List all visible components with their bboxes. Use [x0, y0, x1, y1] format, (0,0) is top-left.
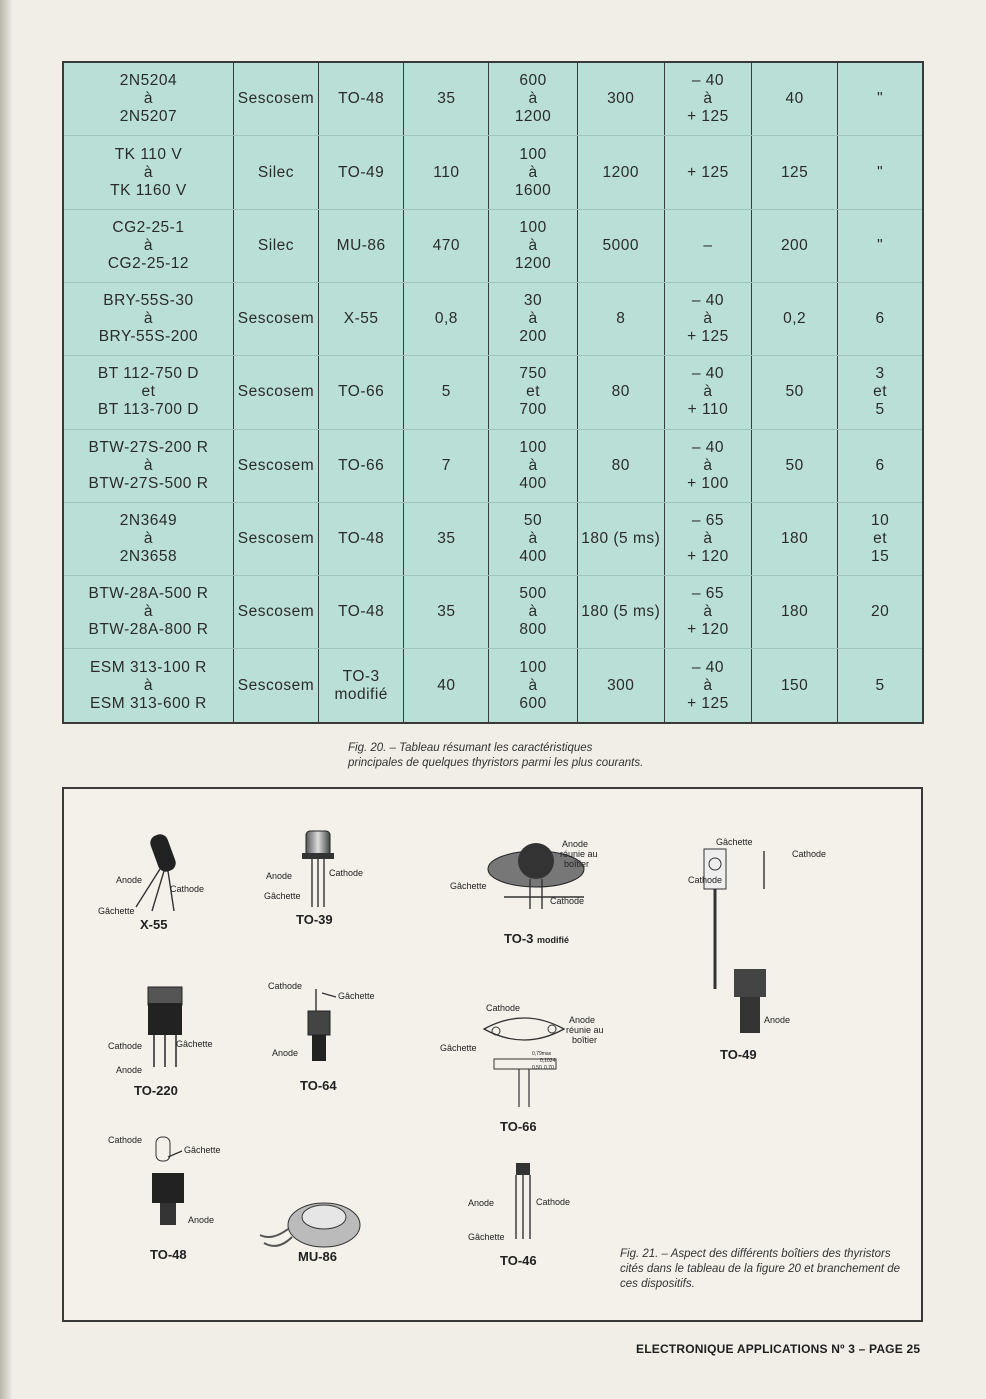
cell-vdrm: 600 à 1200 — [489, 62, 577, 136]
to39-anode-label: Anode — [266, 871, 293, 881]
cell-it: 35 — [404, 502, 489, 575]
cell-case: TO-66 — [319, 356, 404, 429]
cell-maker: Silec — [233, 209, 318, 282]
to66-dim-1: 0,79max — [532, 1051, 552, 1057]
cell-igt: 150 — [752, 649, 838, 723]
to3-anode-label-2: réunie au — [560, 849, 598, 859]
cell-it: 470 — [404, 209, 489, 282]
cell-itsm: 300 — [577, 649, 664, 723]
x55-anode-label: Anode — [116, 875, 143, 885]
cell-type: 2N3649 à 2N3658 — [63, 502, 233, 575]
cell-temp: – 40 à + 125 — [664, 283, 751, 356]
cell-temp: – 40 à + 110 — [664, 356, 751, 429]
cell-igt: 200 — [752, 209, 838, 282]
svg-text:TO-3 modifié — [504, 931, 569, 946]
package-mu86 — [260, 1203, 360, 1264]
cell-temp: – 40 à + 125 — [664, 649, 751, 723]
to66-cathode-label: Cathode — [486, 1003, 521, 1013]
cell-it: 5 — [404, 356, 489, 429]
to64-anode-label: Anode — [272, 1048, 299, 1058]
table-row — [63, 429, 923, 502]
x55-gate-label: Gâchette — [98, 906, 135, 916]
cell-tq: " — [838, 136, 923, 209]
table-row — [63, 576, 923, 649]
to66-title: TO-66 — [500, 1119, 537, 1134]
to49-gate-label: Gâchette — [716, 837, 753, 847]
to3-cathode-label: Cathode — [550, 896, 585, 906]
to64-gate-label: Gâchette — [338, 991, 375, 1001]
x55-title: X-55 — [140, 917, 168, 932]
cell-vdrm: 100 à 400 — [489, 429, 577, 502]
fig21-package-drawings — [62, 787, 923, 1322]
page-footer: ELECTRONIQUE APPLICATIONS Nº 3 – PAGE 25 — [636, 1342, 921, 1356]
cell-temp: – 65 à + 120 — [664, 576, 751, 649]
cell-itsm: 80 — [577, 429, 664, 502]
to46-anode-label: Anode — [468, 1198, 495, 1208]
cell-igt: 40 — [752, 62, 838, 136]
page-binding-shadow — [0, 0, 12, 1399]
to39-gate-label: Gâchette — [264, 891, 301, 901]
cell-it: 110 — [404, 136, 489, 209]
cell-itsm: 1200 — [577, 136, 664, 209]
to49-anode-label: Anode — [764, 1015, 791, 1025]
cell-type: TK 110 V à TK 1160 V — [63, 136, 233, 209]
to220-anode-label: Anode — [116, 1065, 143, 1075]
cell-itsm: 180 (5 ms) — [577, 576, 664, 649]
cell-maker: Sescosem — [233, 649, 318, 723]
cell-type: CG2-25-1 à CG2-25-12 — [63, 209, 233, 282]
package-to48 — [108, 1135, 221, 1262]
cell-case: TO-48 — [319, 502, 404, 575]
cell-type: BT 112-750 D et BT 113-700 D — [63, 356, 233, 429]
cell-case: TO-66 — [319, 429, 404, 502]
table-row — [63, 283, 923, 356]
to39-cathode-label: Cathode — [329, 868, 364, 878]
cell-tq: 5 — [838, 649, 923, 723]
cell-temp: – 40 à + 100 — [664, 429, 751, 502]
to49-cathode-label: Cathode — [688, 875, 723, 885]
to48-title: TO-48 — [150, 1247, 187, 1262]
to220-gate-label: Gâchette — [176, 1039, 213, 1049]
cell-igt: 50 — [752, 429, 838, 502]
fig20-caption: Fig. 20. – Tableau résumant les caractéristiques principales de quelques thyristors parmi les plus courants. — [348, 742, 644, 769]
cell-itsm: 8 — [577, 283, 664, 356]
to66-anode-label-2: réunie au — [566, 1025, 604, 1035]
table-row — [63, 209, 923, 282]
to3-anode-label-1: Anode — [562, 839, 589, 849]
cell-itsm: 5000 — [577, 209, 664, 282]
cell-temp: – 40 à + 125 — [664, 62, 751, 136]
fig21-caption: Fig. 21. – Aspect des différents boîtiers des thyristors cités dans le tableau de la figure 20 et branchement de ces dispositifs. — [620, 1248, 901, 1290]
to64-cathode-label: Cathode — [268, 981, 303, 991]
cell-maker: Sescosem — [233, 356, 318, 429]
cell-it: 40 — [404, 649, 489, 723]
to66-anode-label-3: boîtier — [572, 1035, 598, 1045]
cell-maker: Sescosem — [233, 429, 318, 502]
cell-igt: 180 — [752, 502, 838, 575]
to3-gate-label: Gâchette — [450, 881, 487, 891]
cell-tq: 10 et 15 — [838, 502, 923, 575]
cell-temp: + 125 — [664, 136, 751, 209]
cell-type: BRY-55S-30 à BRY-55S-200 — [63, 283, 233, 356]
cell-igt: 0,2 — [752, 283, 838, 356]
cell-vdrm: 100 à 1200 — [489, 209, 577, 282]
cell-case: X-55 — [319, 283, 404, 356]
table-row — [63, 62, 923, 136]
to66-gate-label: Gâchette — [440, 1043, 477, 1053]
to46-title: TO-46 — [500, 1253, 537, 1268]
package-to64 — [268, 981, 375, 1093]
to66-anode-label-1: Anode — [569, 1015, 596, 1025]
package-to39 — [264, 831, 363, 927]
to220-title: TO-220 — [134, 1083, 178, 1098]
cell-maker: Sescosem — [233, 62, 318, 136]
cell-tq: " — [838, 209, 923, 282]
cell-temp: – — [664, 209, 751, 282]
cell-tq: 20 — [838, 576, 923, 649]
cell-tq: 3 et 5 — [838, 356, 923, 429]
to48-cathode-label: Cathode — [108, 1135, 143, 1145]
cell-maker: Silec — [233, 136, 318, 209]
cell-temp: – 65 à + 120 — [664, 502, 751, 575]
cell-type: 2N5204 à 2N5207 — [63, 62, 233, 136]
to46-cathode-label: Cathode — [536, 1197, 571, 1207]
cell-tq: 6 — [838, 283, 923, 356]
mu86-title: MU-86 — [298, 1249, 338, 1264]
cell-it: 0,8 — [404, 283, 489, 356]
cell-vdrm: 750 et 700 — [489, 356, 577, 429]
to49-title: TO-49 — [720, 1047, 757, 1062]
to39-title: TO-39 — [296, 912, 333, 927]
cell-itsm: 300 — [577, 62, 664, 136]
package-to3-modifie — [450, 839, 598, 946]
to3-anode-label-3: boîtier — [564, 859, 590, 869]
table-row — [63, 356, 923, 429]
package-to49 — [688, 837, 826, 1062]
cell-igt: 125 — [752, 136, 838, 209]
to64-title: TO-64 — [300, 1078, 337, 1093]
cell-tq: " — [838, 62, 923, 136]
to3-title: TO-3 — [504, 931, 534, 946]
cell-igt: 180 — [752, 576, 838, 649]
package-x55 — [98, 832, 204, 932]
to66-dim-2: 0,1024 — [540, 1058, 556, 1064]
cell-vdrm: 100 à 600 — [489, 649, 577, 723]
table-row — [63, 502, 923, 575]
thyristor-table — [62, 61, 924, 724]
cell-vdrm: 100 à 1600 — [489, 136, 577, 209]
package-to220 — [108, 987, 213, 1098]
cell-maker: Sescosem — [233, 576, 318, 649]
cell-it: 35 — [404, 62, 489, 136]
to220-cathode-label: Cathode — [108, 1041, 143, 1051]
to66-dim-3: 0,50 — [532, 1065, 542, 1071]
to48-anode-label: Anode — [188, 1215, 215, 1225]
cell-vdrm: 500 à 800 — [489, 576, 577, 649]
cell-type: ESM 313-100 R à ESM 313-600 R — [63, 649, 233, 723]
cell-maker: Sescosem — [233, 502, 318, 575]
cell-itsm: 180 (5 ms) — [577, 502, 664, 575]
cell-case: MU-86 — [319, 209, 404, 282]
cell-it: 7 — [404, 429, 489, 502]
to49-cathode-label-top: Cathode — [792, 849, 827, 859]
cell-it: 35 — [404, 576, 489, 649]
to66-dim-4: 0,70 — [544, 1065, 554, 1071]
cell-case: TO-48 — [319, 576, 404, 649]
cell-itsm: 80 — [577, 356, 664, 429]
cell-maker: Sescosem — [233, 283, 318, 356]
cell-case: TO-49 — [319, 136, 404, 209]
cell-type: BTW-27S-200 R à BTW-27S-500 R — [63, 429, 233, 502]
cell-case: TO-48 — [319, 62, 404, 136]
to3-title-suffix: modifié — [537, 935, 570, 945]
to46-gate-label: Gâchette — [468, 1232, 505, 1242]
table-row — [63, 649, 923, 723]
cell-type: BTW-28A-500 R à BTW-28A-800 R — [63, 576, 233, 649]
cell-vdrm: 50 à 400 — [489, 502, 577, 575]
cell-case: TO-3 modifié — [319, 649, 404, 723]
x55-cathode-label: Cathode — [170, 884, 205, 894]
package-to66 — [440, 1003, 604, 1134]
table-row — [63, 136, 923, 209]
package-to46 — [468, 1163, 570, 1268]
to48-gate-label: Gâchette — [184, 1145, 221, 1155]
cell-tq: 6 — [838, 429, 923, 502]
cell-vdrm: 30 à 200 — [489, 283, 577, 356]
cell-igt: 50 — [752, 356, 838, 429]
